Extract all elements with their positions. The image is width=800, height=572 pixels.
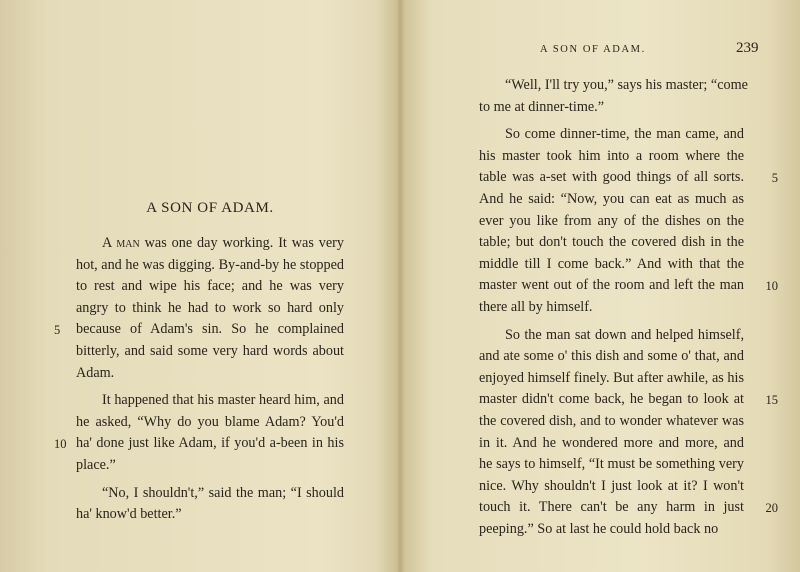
line-text: table; but don't touch the covered dish in the — [479, 234, 744, 251]
line-text: bitterly, and said some very hard words about — [76, 342, 344, 359]
text-line — [479, 189, 744, 211]
line-number: 10 — [765, 279, 778, 294]
line-text: hot, and he was digging. By-and-by he stopped — [76, 256, 344, 273]
running-head: A SON OF ADAM. — [540, 44, 646, 55]
line-text: ha' done just like Adam, if you'd a-been in his — [76, 435, 344, 452]
text-line — [479, 297, 744, 319]
text-line — [479, 211, 744, 233]
text-line — [76, 233, 344, 255]
line-text: master went out of the room and left the man — [479, 277, 744, 294]
text-line — [479, 476, 744, 498]
paragraph — [479, 325, 778, 541]
line-text: peeping.” So at last he could hold back no — [479, 520, 719, 537]
line-text: table was a-set with good things of all sorts. — [479, 169, 744, 186]
paragraph — [76, 483, 344, 526]
text-line — [76, 298, 344, 320]
line-text: “No, I shouldn't,” said the man; “I should — [102, 484, 344, 501]
line-text: touch it. There can't be any harm in just — [479, 499, 744, 516]
paragraph — [54, 390, 344, 476]
chapter-title: A SON OF ADAM. — [146, 200, 274, 216]
text-line — [76, 363, 344, 385]
line-text: Adam. — [76, 364, 115, 381]
drop-lead-smallcaps: A man — [102, 235, 140, 251]
line-number: 5 — [54, 323, 61, 338]
text-line — [479, 75, 748, 97]
left-page-text — [54, 233, 344, 532]
line-text: he says to himself, “It must be something very — [479, 456, 744, 473]
text-line — [479, 167, 778, 189]
text-line — [479, 389, 778, 411]
text-line — [479, 97, 744, 119]
text-line — [76, 341, 344, 363]
line-text: middle till I come back.” And with that the — [479, 255, 744, 272]
line-text: enjoyed himself finely. But after awhile, as his — [479, 369, 744, 386]
text-line — [76, 412, 344, 434]
line-text: to rest and wipe his face; and he was very — [76, 278, 344, 295]
line-text: because of Adam's sin. So he complained — [76, 321, 344, 338]
text-line — [76, 255, 344, 277]
text-line — [479, 275, 778, 297]
right-page-text — [479, 75, 778, 546]
text-line — [479, 454, 744, 476]
line-text: So come dinner-time, the man came, and — [505, 126, 744, 143]
line-text: was one day working. It was very — [139, 235, 344, 251]
line-text: And he said: “Now, you can eat as much as — [479, 190, 744, 207]
line-text: to me at dinner-time.” — [479, 98, 604, 115]
right-page — [400, 0, 800, 572]
line-text: his master took him into a room where the — [479, 147, 744, 164]
line-text: in it. And he wondered more and more, and — [479, 434, 744, 451]
text-line — [479, 325, 744, 347]
line-text: there all by himself. — [479, 298, 593, 315]
text-line — [54, 319, 344, 341]
text-line — [479, 433, 744, 455]
page-number: 239 — [736, 40, 759, 56]
text-line — [76, 390, 344, 412]
line-text: It happened that his master heard him, and — [102, 392, 344, 409]
line-text: the covered dish, and to wonder whatever was — [479, 412, 744, 429]
text-line — [479, 232, 744, 254]
text-line — [479, 519, 744, 541]
line-text: “Well, I'll try you,” says his master; “come — [505, 77, 748, 93]
line-number: 5 — [771, 171, 778, 186]
paragraph — [479, 124, 778, 318]
text-line — [479, 411, 744, 433]
line-text: and ate some o' this dish and some o' that, and — [479, 348, 744, 365]
line-text: he asked, “Why do you blame Adam? You'd — [76, 413, 344, 430]
line-text: So the man sat down and helped himself, — [505, 326, 744, 343]
line-number: 10 — [54, 437, 67, 452]
paragraph — [479, 75, 748, 118]
text-line — [76, 504, 344, 526]
text-line — [479, 497, 778, 519]
line-text: angry to think he had to work so hard only — [76, 299, 344, 316]
text-line — [76, 276, 344, 298]
text-line — [76, 455, 344, 477]
line-text: master didn't come back, he began to look at — [479, 391, 744, 408]
line-number: 15 — [765, 393, 778, 408]
line-text: ever you like from any of the dishes on the — [479, 212, 744, 229]
line-text: ha' know'd better.” — [76, 506, 182, 523]
paragraph — [54, 233, 344, 384]
text-line — [479, 146, 744, 168]
line-number: 20 — [765, 501, 778, 516]
text-line — [479, 368, 744, 390]
line-text: place.” — [76, 456, 116, 473]
text-line — [76, 483, 344, 505]
text-line — [479, 124, 744, 146]
text-line — [54, 433, 344, 455]
text-line — [479, 346, 744, 368]
text-line — [479, 254, 744, 276]
line-text: nice. Why shouldn't I just look at it? I won't — [479, 477, 744, 494]
